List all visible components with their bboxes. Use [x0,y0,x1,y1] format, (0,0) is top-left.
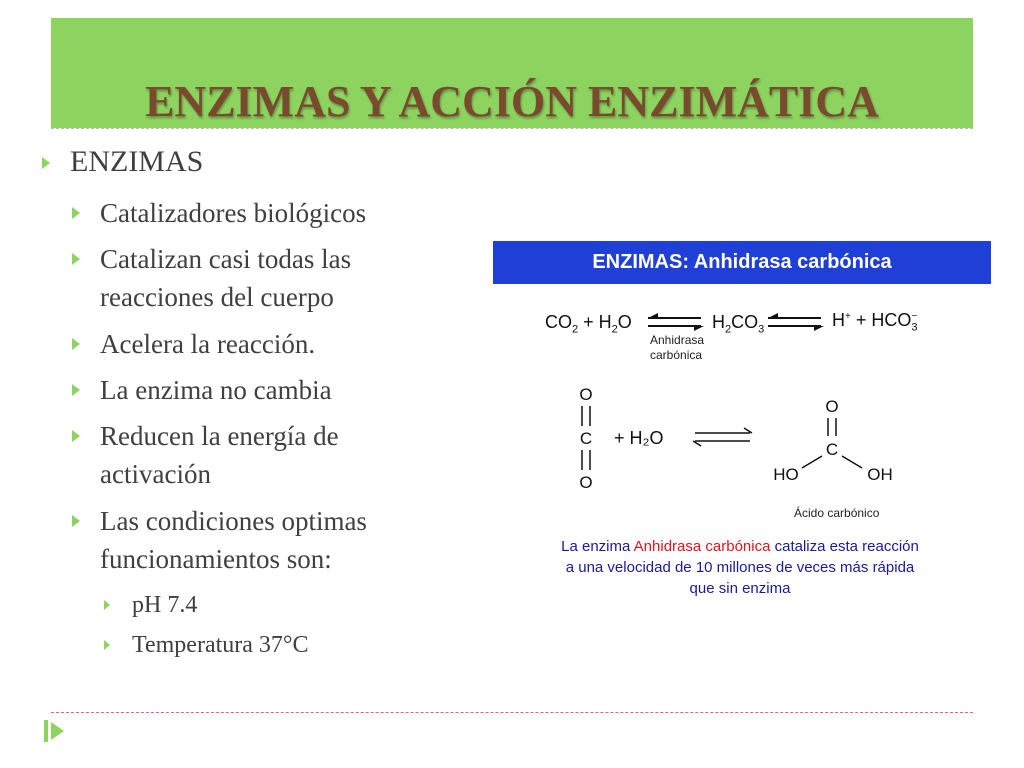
footer-arrow-icon [51,722,64,740]
bullet-item-text: Catalizadores biológicos [100,198,367,228]
svg-text:+ H₂O: + H₂O [614,428,664,448]
bullet-arrow-icon [72,515,80,527]
svg-text:C: C [825,440,839,459]
enzyme-figure [490,240,992,600]
equilibrium-arrow-icon [766,310,826,334]
bullet-item-text: Catalizan casi todas las [100,244,352,274]
bullet-arrow-icon [72,338,80,350]
equilibrium-arrow-icon [646,310,706,334]
footer-divider [51,712,973,713]
title-divider [51,128,973,129]
bullet-item-text-cont: funcionamientos son: [100,544,332,574]
bullet-arrow-icon [72,384,80,396]
svg-text:O: O [579,473,593,492]
svg-text:OH: OH [867,465,893,484]
svg-text:HO: HO [773,465,799,484]
svg-text:C: C [579,429,593,448]
bullet-arrow-icon [72,430,80,442]
footer-marker [44,720,48,742]
bullet-item-text-cont: reacciones del cuerpo [100,282,334,312]
bullet-arrow-icon [72,253,80,265]
products-formula: $H^+ + HCO_3^-$ [832,310,918,334]
bullet-heading-text: ENZIMAS [70,145,204,178]
title-bar [51,18,973,128]
sub-bullet-text: pH 7.4 [132,592,198,618]
svg-text:O: O [579,385,593,404]
svg-text:O: O [825,397,839,416]
note-text: cataliza esta reacción a una velocidad de 10 millones de veces más rápida que sin enzima [565,538,919,597]
bullet-arrow-icon [42,157,50,169]
note-text: La enzima [561,538,634,555]
enzyme-label: Anhidrasa carbónica [650,333,705,362]
bullet-item-text-cont: activación [100,459,211,489]
slide-title: ENZIMAS Y ACCIÓN ENZIMÁTICA [145,77,879,126]
sub-bullet-text: Temperatura 37°C [132,632,309,658]
bullet-item-text: La enzima no cambia [100,375,332,405]
carbonic-acid-formula: $H_2CO_3$ [712,312,765,336]
bullet-item-text: Reducen la energía de [100,421,339,451]
bullet-arrow-icon [72,207,80,219]
reaction-equation: $CO_2 + H_2O$ [545,312,632,336]
bullet-arrow-icon [104,600,110,610]
figure-banner-text: ENZIMAS: Anhidrasa carbónica [592,251,892,273]
bullet-arrow-icon [104,640,110,650]
bullet-item-text: Las condiciones optimas [100,506,367,536]
acid-label: Ácido carbónico [794,506,880,520]
figure-note [560,536,920,599]
note-highlight: Anhidrasa carbónica [633,538,771,555]
co2-structure-diagram [570,380,900,500]
bullet-item-text: Acelera la reacción. [100,329,316,359]
